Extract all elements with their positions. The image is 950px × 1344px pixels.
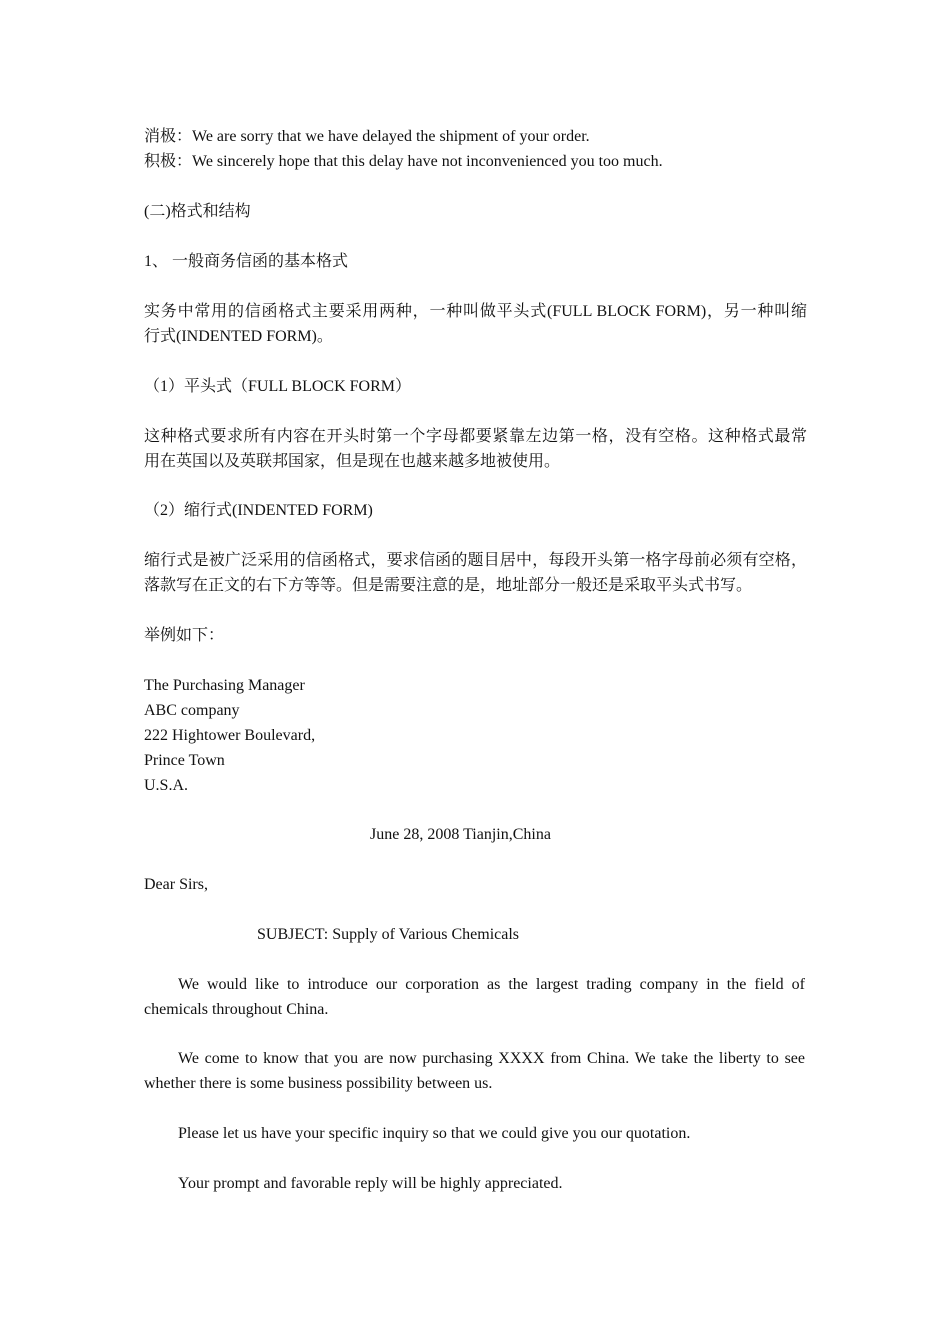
negative-example: 消极：We are sorry that we have delayed the shipment of your order. — [144, 128, 590, 145]
full-block-paragraph-line: 这种格式要求所有内容在开头时第一个字母都要紧靠左边第一格，没有空格。这种格式最常 — [144, 428, 807, 445]
address-line: The Purchasing Manager — [144, 677, 305, 694]
letter-subject: SUBJECT: Supply of Various Chemicals — [257, 926, 520, 943]
address-line: ABC company — [144, 702, 240, 719]
indented-paragraph-line: 缩行式是被广泛采用的信函格式，要求信函的题目居中，每段开头第一格字母前必须有空格， — [144, 552, 807, 569]
address-line: 222 Hightower Boulevard, — [144, 727, 316, 744]
subsection-heading: 1、 一般商务信函的基本格式 — [144, 253, 349, 270]
body-paragraph-line: We come to know that you are now purchasing XXXX from China. We take the liberty to see — [178, 1050, 805, 1067]
body-paragraph: Your prompt and favorable reply will be highly appreciated. — [178, 1175, 563, 1192]
positive-example: 积极：We sincerely hope that this delay have not inconvenienced you too much. — [144, 153, 663, 170]
overview-paragraph-line: 行式(INDENTED FORM)。 — [144, 328, 333, 345]
address-line: U.S.A. — [144, 777, 189, 794]
body-paragraph-line: whether there is some business possibility between us. — [144, 1075, 493, 1092]
section-heading: (二)格式和结构 — [144, 203, 251, 220]
overview-paragraph-line: 实务中常用的信函格式主要采用两种，一种叫做平头式(FULL BLOCK FORM)，另一种叫缩 — [144, 303, 807, 320]
letter-date: June 28, 2008 Tianjin,China — [370, 826, 551, 843]
full-block-title: （1）平头式（FULL BLOCK FORM） — [144, 378, 411, 395]
body-paragraph-line: chemicals throughout China. — [144, 1001, 329, 1018]
full-block-paragraph-line: 用在英国以及英联邦国家，但是现在也越来越多地被使用。 — [144, 453, 561, 470]
example-label: 举例如下： — [144, 627, 225, 644]
indented-title: （2）缩行式(INDENTED FORM) — [144, 502, 373, 519]
indented-paragraph-line: 落款写在正文的右下方等等。但是需要注意的是，地址部分一般还是采取平头式书写。 — [144, 577, 753, 594]
salutation: Dear Sirs, — [144, 876, 208, 893]
body-paragraph: Please let us have your specific inquiry so that we could give you our quotation. — [178, 1125, 691, 1142]
address-line: Prince Town — [144, 752, 225, 769]
body-paragraph-line: We would like to introduce our corporation as the largest trading company in the field of — [178, 976, 805, 993]
